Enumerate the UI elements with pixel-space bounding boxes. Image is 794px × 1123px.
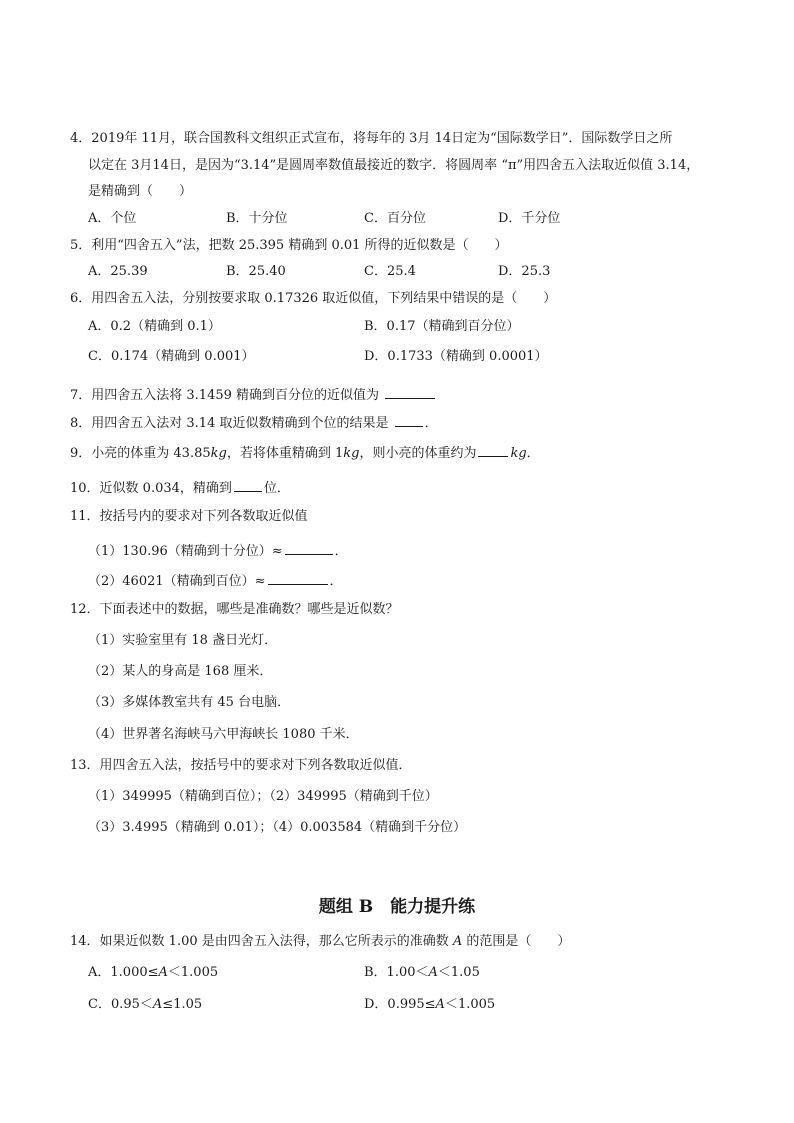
- q9-unit-3: kg: [510, 446, 527, 461]
- q14-option-c-rest: ≤1.05: [162, 997, 203, 1012]
- q14-option-c-label: C．0.95＜: [88, 997, 153, 1012]
- q5-option-c: C．25.4: [364, 264, 416, 279]
- q9-pre: 9．小亮的体重为 43.85: [70, 446, 211, 461]
- q4-option-d: D．千分位: [498, 211, 561, 226]
- q13-sub-2: （3）3.4995（精确到 0.01）；（4）0.003584（精确到千分位）: [88, 820, 467, 835]
- q14-option-a-label: A．1.000≤: [88, 965, 159, 980]
- q7-answer-blank[interactable]: [385, 384, 435, 399]
- q9-answer-blank[interactable]: [478, 442, 508, 457]
- q14-option-b-rest: ＜1.05: [437, 965, 480, 980]
- q11-sub-2: [88, 570, 343, 591]
- q14-option-c-var: A: [152, 997, 163, 1012]
- q14-option-a-var: A: [158, 965, 168, 980]
- q14-option-d-rest: ＜1.005: [444, 997, 496, 1012]
- q13-text: 13．用四舍五入法，按括号中的要求对下列各数取近似值．: [70, 758, 412, 773]
- q14-option-a: [88, 964, 218, 982]
- q11-sub-1: [88, 540, 348, 561]
- q4-line-1: 4．2019年 11月，联合国教科文组织正式宣布，将每年的 3月 14日定为“国际数学日”．国际数学日之所: [70, 131, 673, 146]
- q6-option-d: D．0.1733（精确到 0.0001）: [364, 349, 548, 364]
- q9-unit-2: kg: [343, 446, 360, 461]
- q9-mid: ，若将体重精确到 1: [226, 446, 344, 461]
- q4-line-2: 以定在 3月14日，是因为“3.14”是圆周率数值最接近的数字．将圆周率 “π”用四舍五入法取近似值 3.14，: [88, 158, 700, 173]
- q12-sub-3: （3）多媒体教室共有 45 台电脑．: [88, 695, 291, 710]
- q4-line-3: 是精确到（ ）: [88, 184, 193, 199]
- q13-sub-1: （1）349995（精确到百位）；（2）349995（精确到千位）: [88, 789, 438, 804]
- q12-sub-1: （1）实验室里有 18 盏日光灯．: [88, 633, 278, 648]
- q14-var: A: [452, 934, 463, 949]
- q5-option-d: D．25.3: [498, 264, 551, 279]
- q5-option-a: A．25.39: [88, 264, 148, 279]
- q10-question: [70, 477, 290, 498]
- q5-option-b: B．25.40: [226, 264, 286, 279]
- q8-question: [70, 412, 438, 433]
- q11-sub-1-end: ．: [334, 544, 348, 559]
- q5-text: 5．利用“四舍五入”法，把数 25.395 精确到 0.01 所得的近似数是（ ）: [70, 238, 508, 253]
- q11-sub-2-blank[interactable]: [268, 570, 328, 585]
- q8-text: 8．用四舍五入法对 3.14 取近似数精确到个位的结果是: [70, 416, 393, 431]
- q11-sub-2-text: （2）46021（精确到百位）≈: [88, 574, 266, 589]
- q11-sub-1-blank[interactable]: [285, 540, 333, 555]
- q14-option-d-var: A: [435, 997, 445, 1012]
- q6-option-b: B．0.17（精确到百分位）: [364, 319, 520, 334]
- q14-option-b: [364, 964, 480, 982]
- q14-option-c: [88, 996, 202, 1014]
- q12-sub-4: （4）世界著名海峡马六甲海峡长 1080 千米．: [88, 727, 359, 742]
- q14-option-b-var: A: [428, 965, 438, 980]
- q14-post: 的范围是（ ）: [462, 934, 571, 949]
- q6-option-a: A．0.2（精确到 0.1）: [88, 319, 221, 334]
- q10-pre: 10．近似数 0.034，精确到: [70, 481, 232, 496]
- q14-option-d-label: D．0.995≤: [364, 997, 436, 1012]
- q9-end: ．: [526, 446, 540, 461]
- q14-question: [70, 933, 570, 951]
- q8-end: ．: [424, 416, 438, 431]
- q11-text: 11．按括号内的要求对下列各数取近似值: [70, 509, 308, 524]
- q6-option-c: C．0.174（精确到 0.001）: [88, 349, 255, 364]
- q14-pre: 14．如果近似数 1.00 是由四舍五入法得，那么它所表示的准确数: [70, 934, 453, 949]
- q10-answer-blank[interactable]: [234, 477, 262, 492]
- q8-answer-blank[interactable]: [395, 412, 423, 427]
- q7-text: 7．用四舍五入法将 3.1459 精确到百分位的近似值为: [70, 388, 384, 403]
- q11-sub-1-text: （1）130.96（精确到十分位）≈: [88, 544, 283, 559]
- q14-option-a-rest: ＜1.005: [167, 965, 219, 980]
- q4-option-a: A．个位: [88, 211, 137, 226]
- q10-end: 位．: [263, 481, 290, 496]
- q6-text: 6．用四舍五入法，分别按要求取 0.17326 取近似值，下列结果中错误的是（ ）: [70, 291, 557, 306]
- q11-sub-2-end: ．: [329, 574, 343, 589]
- q9-unit: kg: [210, 446, 227, 461]
- q4-option-b: B．十分位: [226, 211, 288, 226]
- q12-sub-2: （2）某人的身高是 168 厘米．: [88, 664, 273, 679]
- q9-question: [70, 442, 540, 463]
- q12-text: 12．下面表述中的数据，哪些是准确数？哪些是近似数？: [70, 602, 399, 617]
- q14-option-b-label: B．1.00＜: [364, 965, 429, 980]
- q4-option-c: C．百分位: [364, 211, 426, 226]
- section-title: 题组 B 能力提升练: [318, 897, 476, 917]
- q14-option-d: [364, 996, 495, 1014]
- q7-question: [70, 384, 437, 405]
- q9-mid-2: ，则小亮的体重约为: [359, 446, 477, 461]
